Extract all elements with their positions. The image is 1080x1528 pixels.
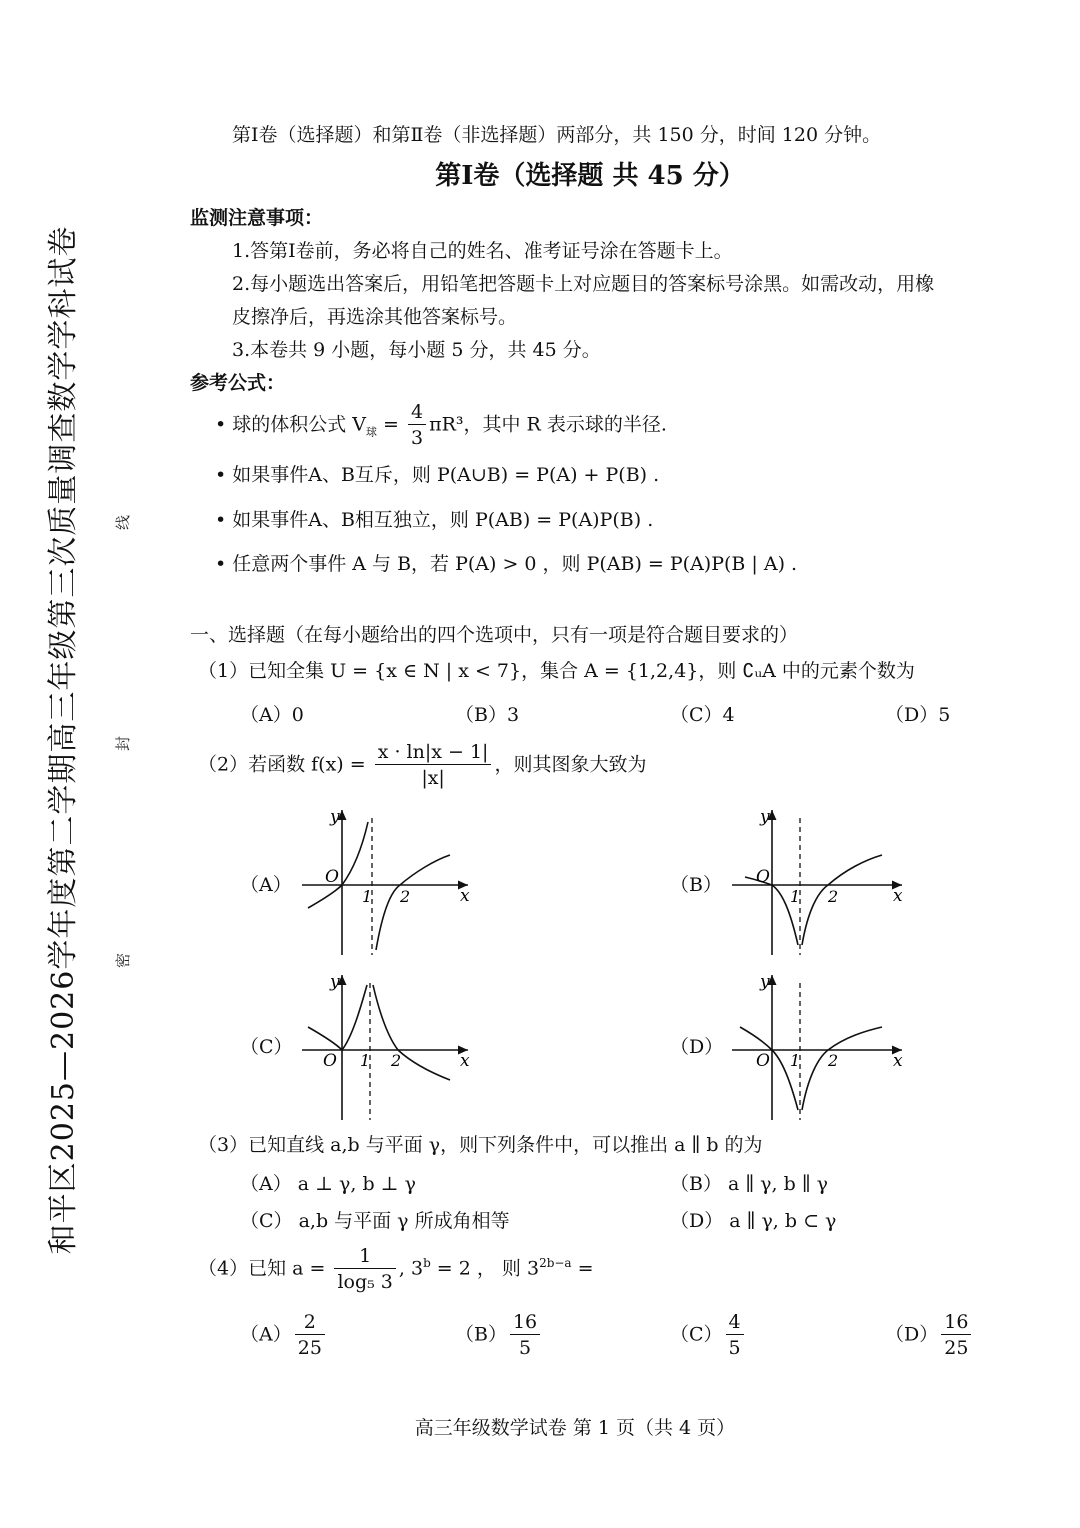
q2-option-b[interactable]: （B） bbox=[670, 874, 722, 896]
tick-2-label: 2 bbox=[400, 887, 411, 906]
curve-right bbox=[376, 855, 450, 950]
note-2-continued: 皮擦净后，再选涂其他答案标号。 bbox=[232, 306, 518, 328]
tick-1-label: 1 bbox=[362, 887, 373, 906]
q3-option-c[interactable]: （C） a,b 与平面 γ 所成角相等 bbox=[240, 1210, 510, 1232]
formula-mutually-exclusive: • 如果事件A、B互斥，则 P(A∪B) = P(A) + P(B) . bbox=[215, 464, 660, 486]
volume-title: 第Ⅰ卷（选择题 共 45 分） bbox=[435, 161, 745, 191]
q4-option-b[interactable]: （B） $\frac{16}{5}$ bbox=[455, 1310, 543, 1361]
curve-right bbox=[802, 855, 882, 945]
y-label: y bbox=[760, 972, 770, 992]
q4-option-d[interactable]: （D） $\frac{16}{25}$ bbox=[885, 1310, 974, 1361]
q1-option-c[interactable]: （C）4 bbox=[670, 704, 735, 726]
q1-option-d[interactable]: （D）5 bbox=[885, 704, 951, 726]
binding-mark-seal: 封 bbox=[114, 735, 133, 752]
graph-b[interactable] bbox=[720, 800, 920, 960]
q3-stem: （3）已知直线 a,b 与平面 γ，则下列条件中，可以推出 a ∥ b 的为 bbox=[198, 1134, 763, 1156]
binding-mark-line: 线 bbox=[114, 514, 133, 531]
formulas-heading: 参考公式： bbox=[190, 372, 286, 394]
q4-option-a[interactable]: （A） $\frac{2}{25}$ bbox=[240, 1310, 328, 1361]
y-label: y bbox=[760, 807, 770, 827]
y-label: y bbox=[330, 807, 340, 827]
q2-option-d[interactable]: （D） bbox=[670, 1036, 724, 1058]
q2-stem: （2）若函数 f(x) = $\frac{x \cdot \ln|x - 1|}{|x|}$ ，则其图象大致为 bbox=[198, 741, 647, 789]
note-2: 2.每小题选出答案后，用铅笔把答题卡上对应题目的答案标号涂黑。如需改动，用橡 bbox=[232, 273, 935, 295]
origin-label: O bbox=[756, 1051, 770, 1071]
origin-label: O bbox=[756, 867, 770, 887]
graph-c[interactable] bbox=[290, 965, 490, 1125]
page-footer: 高三年级数学试卷 第 1 页（共 4 页） bbox=[414, 1417, 736, 1439]
side-exam-title: 和平区2025—2026学年度第二学期高三年级第三次质量调查数学学科试卷 bbox=[46, 225, 81, 1255]
q3-option-d[interactable]: （D） a ∥ γ, b ⊂ γ bbox=[670, 1210, 837, 1232]
q1-stem: （1）已知全集 U = {x ∈ N | x < 7}，集合 A = {1,2,4}，则 ∁ᵤA 中的元素个数为 bbox=[198, 660, 915, 682]
binding-mark-secret: 密 bbox=[114, 952, 133, 969]
origin-label: O bbox=[325, 867, 339, 887]
section-heading: 一、选择题（在每小题给出的四个选项中，只有一项是符合题目要求的） bbox=[190, 624, 799, 646]
curve-right bbox=[373, 985, 450, 1080]
tick-1-label: 1 bbox=[360, 1051, 371, 1070]
q1-option-b[interactable]: （B）3 bbox=[455, 704, 520, 726]
q2-option-a[interactable]: （A） bbox=[240, 874, 292, 896]
tick-1-label: 1 bbox=[790, 1051, 801, 1070]
x-label: x bbox=[893, 1051, 903, 1071]
formula-independent: • 如果事件A、B相互独立，则 P(AB) = P(A)P(B) . bbox=[215, 509, 654, 531]
y-label: y bbox=[330, 972, 340, 992]
q3-option-a[interactable]: （A） a ⊥ γ, b ⊥ γ bbox=[240, 1173, 416, 1195]
exam-intro: 第Ⅰ卷（选择题）和第Ⅱ卷（非选择题）两部分，共 150 分，时间 120 分钟。 bbox=[232, 124, 882, 146]
graph-a[interactable] bbox=[290, 800, 490, 960]
q4-option-c[interactable]: （C） $\frac{4}{5}$ bbox=[670, 1310, 747, 1361]
origin-label: O bbox=[323, 1051, 337, 1071]
note-3: 3.本卷共 9 小题，每小题 5 分，共 45 分。 bbox=[232, 339, 601, 361]
x-label: x bbox=[893, 886, 903, 906]
tick-2-label: 2 bbox=[828, 1051, 839, 1070]
x-label: x bbox=[460, 886, 470, 906]
notes-heading: 监测注意事项： bbox=[190, 207, 324, 229]
formula-fraction: $\frac{4}{3}$ bbox=[408, 400, 426, 451]
q2-option-c[interactable]: （C） bbox=[240, 1036, 293, 1058]
graph-d[interactable] bbox=[720, 965, 920, 1125]
q4-a-fraction: $\frac{1}{\text{log₅ 3}}$ bbox=[334, 1244, 395, 1295]
tick-2-label: 2 bbox=[391, 1051, 402, 1070]
curve-left bbox=[308, 985, 367, 1050]
note-1: 1.答第Ⅰ卷前，务必将自己的姓名、准考证号涂在答题卡上。 bbox=[232, 240, 733, 262]
formula-sphere-volume: • 球的体积公式 $V_球$ = $\frac{4}{3}$ πR³，其中 R 表示球的半径. bbox=[215, 401, 667, 449]
formula-conditional: • 任意两个事件 A 与 B，若 P(A) > 0 ，则 P(AB) = P(A)P(B | A) . bbox=[215, 553, 798, 575]
tick-1-label: 1 bbox=[790, 887, 801, 906]
curve-left bbox=[308, 822, 368, 908]
x-label: x bbox=[460, 1051, 470, 1071]
q4-stem: （4）已知 a = $\frac{1}{\text{log₅ 3}}$ , $3^b = 2$ ， 则 $3^{2b-a}$ = bbox=[198, 1245, 594, 1293]
curve-right bbox=[802, 1027, 882, 1110]
q1-option-a[interactable]: （A）0 bbox=[240, 704, 304, 726]
q3-option-b[interactable]: （B） a ∥ γ, b ∥ γ bbox=[670, 1173, 828, 1195]
tick-2-label: 2 bbox=[828, 887, 839, 906]
q2-function-fraction: $\frac{x \cdot \ln|x - 1|}{|x|}$ bbox=[375, 740, 492, 791]
